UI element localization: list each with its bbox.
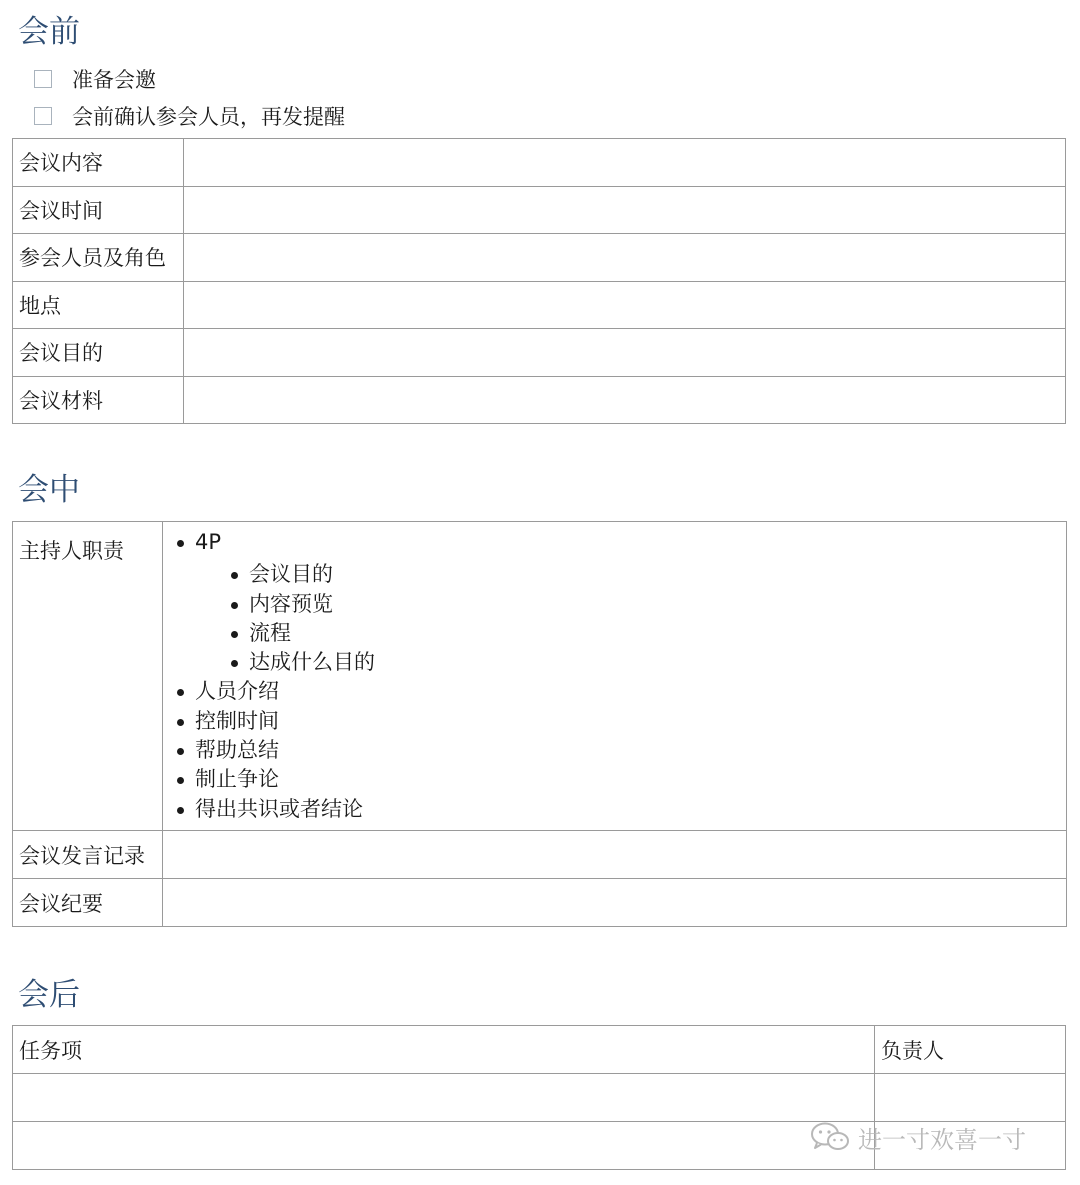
list-item: 帮助总结 bbox=[175, 736, 1060, 765]
checklist-item-confirm[interactable] bbox=[34, 103, 345, 129]
checklist-label: 会前确认参会人员，再发提醒 bbox=[72, 105, 345, 129]
list-item: 流程 bbox=[229, 619, 1060, 648]
owner-cell[interactable] bbox=[875, 1074, 1066, 1122]
row-value-cell[interactable] bbox=[184, 281, 1066, 329]
table-row bbox=[13, 879, 1067, 927]
row-label: 会议内容 bbox=[13, 139, 184, 187]
table-row bbox=[13, 831, 1067, 879]
list-item: 得出共识或者结论 bbox=[175, 795, 1060, 824]
watermark-text: 进一寸欢喜一寸 bbox=[858, 1125, 1026, 1154]
table-row bbox=[13, 234, 1066, 282]
row-label: 会议时间 bbox=[13, 186, 184, 234]
section-heading-post-meeting: 会后 bbox=[18, 977, 80, 1013]
row-value-cell[interactable] bbox=[184, 139, 1066, 187]
row-value-cell[interactable] bbox=[163, 879, 1067, 927]
table-row bbox=[13, 186, 1066, 234]
checklist-label: 准备会邀 bbox=[72, 68, 156, 92]
duties-list bbox=[169, 528, 1060, 824]
column-header-owner: 负责人 bbox=[875, 1026, 1066, 1074]
list-item: 控制时间 bbox=[175, 707, 1060, 736]
table-row bbox=[13, 139, 1066, 187]
row-label: 会议纪要 bbox=[13, 879, 163, 927]
in-meeting-table bbox=[12, 521, 1067, 927]
list-item: 内容预览 bbox=[229, 590, 1060, 619]
table-row bbox=[13, 329, 1066, 377]
list-item: 会议目的 bbox=[229, 560, 1060, 589]
table-row bbox=[13, 1074, 1066, 1122]
row-label: 参会人员及角色 bbox=[13, 234, 184, 282]
section-heading-pre-meeting: 会前 bbox=[18, 14, 80, 50]
checkbox[interactable] bbox=[34, 70, 52, 88]
watermark bbox=[810, 1120, 1026, 1154]
row-value-cell[interactable] bbox=[184, 234, 1066, 282]
section-heading-in-meeting: 会中 bbox=[18, 472, 80, 508]
task-cell[interactable] bbox=[13, 1122, 875, 1170]
task-cell[interactable] bbox=[13, 1074, 875, 1122]
column-header-task: 任务项 bbox=[13, 1026, 875, 1074]
wechat-icon bbox=[810, 1121, 850, 1153]
list-item: 达成什么目的 bbox=[229, 648, 1060, 677]
duties-cell[interactable] bbox=[163, 522, 1067, 831]
row-value-cell[interactable] bbox=[184, 329, 1066, 377]
row-label: 会议发言记录 bbox=[13, 831, 163, 879]
table-row bbox=[13, 522, 1067, 831]
table-row bbox=[13, 281, 1066, 329]
row-label: 会议目的 bbox=[13, 329, 184, 377]
checkbox[interactable] bbox=[34, 107, 52, 125]
row-value-cell[interactable] bbox=[163, 831, 1067, 879]
table-row bbox=[13, 376, 1066, 424]
row-value-cell[interactable] bbox=[184, 186, 1066, 234]
sub-list bbox=[195, 560, 1060, 677]
pre-meeting-table bbox=[12, 138, 1066, 424]
list-item: 人员介绍 bbox=[175, 677, 1060, 706]
row-label: 会议材料 bbox=[13, 376, 184, 424]
row-value-cell[interactable] bbox=[184, 376, 1066, 424]
table-header-row bbox=[13, 1026, 1066, 1074]
row-label: 地点 bbox=[13, 281, 184, 329]
row-label: 主持人职责 bbox=[13, 522, 163, 831]
checklist-item-invite[interactable] bbox=[34, 66, 156, 92]
list-item: 4P 会议目的 内容预览 流程 达成什么目的 bbox=[175, 528, 1060, 677]
list-item: 制止争论 bbox=[175, 765, 1060, 794]
